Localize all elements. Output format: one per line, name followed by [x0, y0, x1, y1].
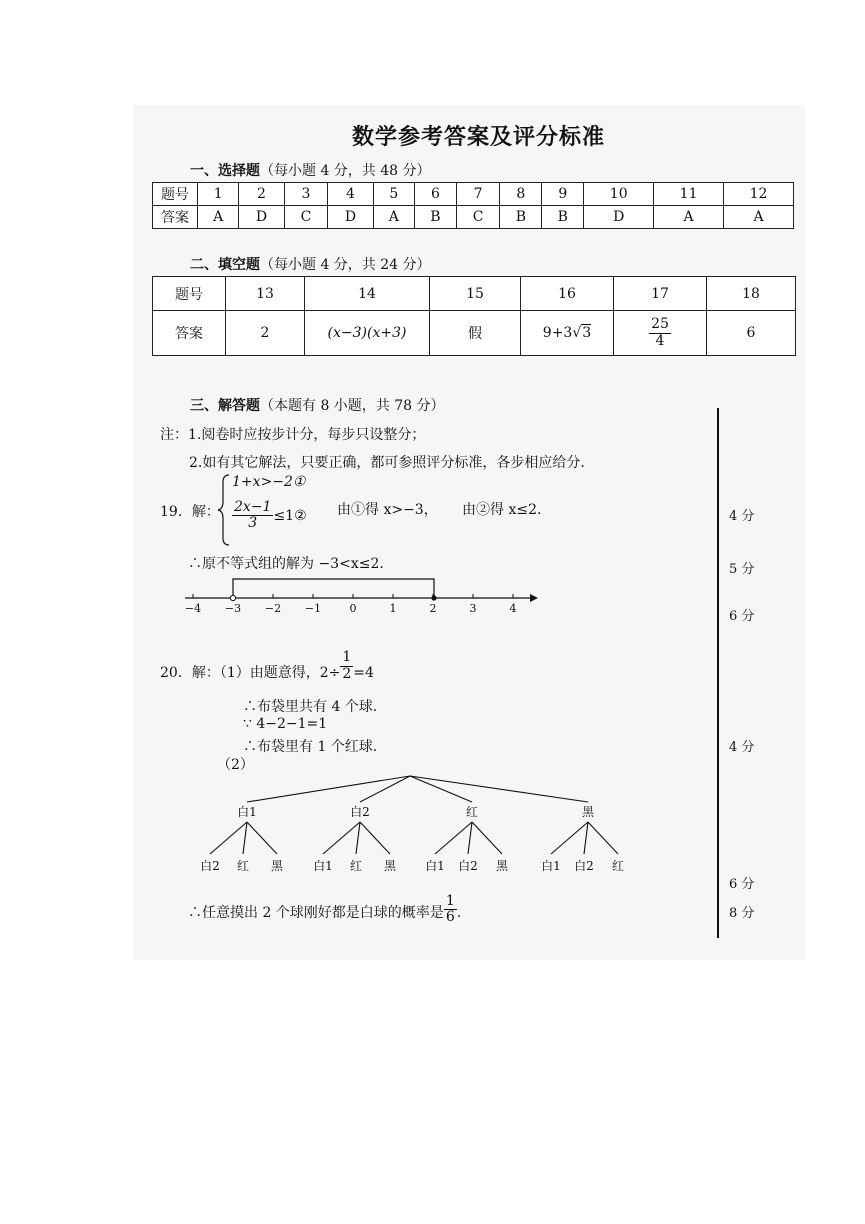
open-point — [230, 595, 235, 600]
section-2-heading — [190, 254, 431, 274]
question-number: 14 — [305, 277, 430, 311]
inequality-2-rest: ≤1② — [273, 507, 307, 524]
row-label-answer: 答案 — [153, 311, 226, 356]
tree-branch — [243, 822, 247, 854]
question-number: 3 — [284, 183, 328, 206]
answer-cell: A — [373, 206, 414, 229]
number-line — [180, 574, 540, 616]
problem-20-step-1: ∴布袋里共有 4 个球. — [243, 699, 378, 715]
question-number: 6 — [414, 183, 456, 206]
axis-tick-label: 1 — [389, 602, 397, 615]
problem-19-conclusion: ∴原不等式组的解为 −3<x≤2. — [188, 556, 384, 572]
score-19a: 4 分 — [729, 509, 755, 524]
sqrt-sign: √ — [572, 325, 582, 341]
answer-cell: D — [584, 206, 654, 229]
score-20c: 8 分 — [729, 906, 755, 921]
eq-part-a: 2÷ — [319, 665, 341, 681]
tree-branch — [551, 822, 588, 854]
row-label-answer: 答案 — [153, 206, 198, 229]
question-number: 9 — [542, 183, 584, 206]
problem-20-label: 20．解：（1）由题意得， — [160, 665, 320, 681]
fraction — [232, 500, 273, 532]
tree-node-second-draw: 白2 — [574, 859, 594, 873]
answer-cell: C — [456, 206, 500, 229]
inequality-1: 1+x>−2① — [232, 474, 306, 490]
section-2-note: （每小题 4 分，共 24 分） — [260, 257, 431, 273]
fraction-denominator: 2 — [342, 665, 352, 682]
answer-cell: D — [239, 206, 284, 229]
answer-18: 6 — [707, 311, 796, 356]
tree-node-second-draw: 红 — [611, 859, 625, 873]
row-label-number: 题号 — [153, 183, 198, 206]
fraction-denominator: 4 — [655, 332, 665, 349]
fraction-numerator: 1 — [445, 893, 455, 909]
arrow-icon — [530, 594, 538, 602]
fraction — [340, 650, 353, 682]
step-from-2: 由②得 x≤2. — [462, 502, 542, 518]
tree-branch — [468, 822, 472, 854]
question-number: 10 — [584, 183, 654, 206]
fraction-numerator: 1 — [342, 649, 352, 666]
step-from-1: 由①得 x>−3， — [337, 502, 438, 518]
tree-branch — [356, 822, 360, 854]
answer-13: 2 — [226, 311, 305, 356]
note-1: 注：1.阅卷时应按步计分，每步只设整分； — [160, 427, 426, 443]
tree-branch — [360, 822, 390, 854]
answer-17 — [614, 311, 707, 356]
tree-node-first-draw: 黑 — [581, 805, 595, 819]
tree-branch — [247, 822, 277, 854]
problem-20-step-2: ∵ 4−2−1=1 — [243, 716, 328, 732]
axis-tick-label: 4 — [509, 602, 517, 615]
question-number: 12 — [724, 183, 794, 206]
tree-node-second-draw: 黑 — [383, 859, 397, 873]
inequality-2 — [232, 500, 307, 532]
problem-20-conclusion: ∴任意摸出 2 个球刚好都是白球的概率是 — [188, 904, 444, 921]
problem-19-label: 19．解： — [160, 504, 220, 520]
score-column-divider — [717, 408, 719, 938]
score-20b: 6 分 — [729, 877, 755, 892]
tree-branch — [410, 776, 588, 802]
problem-20-conclusion-line — [188, 893, 462, 926]
answer-cell: B — [414, 206, 456, 229]
answer-16-term: 9+3 — [542, 325, 573, 341]
section-3-heading — [190, 395, 445, 415]
question-number: 16 — [521, 277, 614, 311]
answer-cell: C — [284, 206, 328, 229]
score-19b: 5 分 — [729, 562, 755, 577]
tree-node-second-draw: 白1 — [541, 859, 561, 873]
problem-20-step-3: ∴布袋里有 1 个红球. — [243, 739, 378, 755]
fraction — [649, 317, 671, 349]
axis-tick-label: −3 — [224, 602, 242, 615]
tree-node-first-draw: 白1 — [237, 805, 257, 819]
tree-node-first-draw: 白2 — [350, 805, 370, 819]
answer-15: 假 — [430, 311, 521, 356]
fraction-numerator: 25 — [651, 316, 669, 333]
tree-node-second-draw: 白2 — [458, 859, 478, 873]
answer-16 — [521, 311, 614, 356]
tree-branch — [410, 776, 472, 802]
tree-node-first-draw: 红 — [465, 805, 479, 819]
page-title: 数学参考答案及评分标准 — [352, 124, 606, 150]
section-2-title: 二、填空题 — [190, 257, 260, 273]
question-number: 2 — [239, 183, 284, 206]
question-number: 4 — [328, 183, 373, 206]
tree-branch — [323, 822, 360, 854]
axis-tick-label: 2 — [429, 602, 437, 615]
tree-branch — [435, 822, 472, 854]
axis-tick-label: −2 — [264, 602, 282, 615]
answer-cell: A — [654, 206, 724, 229]
tree-branch — [584, 822, 588, 854]
answer-cell: A — [724, 206, 794, 229]
note-2: 2.如有其它解法，只要正确，都可参照评分标准，各步相应给分. — [189, 455, 585, 471]
section-1-heading — [190, 160, 431, 180]
question-number: 17 — [614, 277, 707, 311]
score-20a: 4 分 — [729, 740, 755, 755]
fraction — [444, 894, 457, 926]
tree-node-second-draw: 白1 — [425, 859, 445, 873]
fill-answer-table — [152, 276, 796, 356]
tree-node-second-draw: 红 — [236, 859, 250, 873]
answer-cell: A — [198, 206, 239, 229]
axis-tick-label: −4 — [184, 602, 202, 615]
choice-answer-table — [152, 182, 794, 229]
question-number: 11 — [654, 183, 724, 206]
table-row — [153, 206, 794, 229]
axis-tick-label: −1 — [304, 602, 322, 615]
question-number: 5 — [373, 183, 414, 206]
table-row — [153, 311, 796, 356]
fraction-denominator: 3 — [248, 515, 258, 532]
tree-node-second-draw: 黑 — [270, 859, 284, 873]
problem-20-line — [160, 649, 374, 682]
answer-cell: D — [328, 206, 373, 229]
tree-node-second-draw: 白2 — [200, 859, 220, 873]
answer-cell: B — [500, 206, 542, 229]
tree-node-second-draw: 白1 — [313, 859, 333, 873]
fraction-denominator: 6 — [445, 909, 455, 926]
tree-branch — [210, 822, 247, 854]
answer-14: (x−3)(x+3) — [305, 311, 430, 356]
answer-16-radicand: 3 — [582, 325, 592, 341]
tree-diagram — [200, 776, 624, 873]
question-number: 7 — [456, 183, 500, 206]
probability-tree — [190, 772, 640, 880]
table-row — [153, 277, 796, 311]
eq-part-b: =4 — [353, 665, 374, 681]
fraction-numerator: 2x−1 — [234, 499, 272, 515]
period: . — [456, 904, 462, 921]
tree-node-second-draw: 黑 — [495, 859, 509, 873]
axis-tick-label: 3 — [469, 602, 477, 615]
question-number: 1 — [198, 183, 239, 206]
section-3-note: （本题有 8 小题，共 78 分） — [260, 398, 445, 414]
answer-cell: B — [542, 206, 584, 229]
problem-20-part-2: （2） — [217, 757, 254, 773]
section-1-note: （每小题 4 分，共 48 分） — [260, 163, 431, 179]
tree-branch — [588, 822, 618, 854]
tree-node-second-draw: 红 — [349, 859, 363, 873]
question-number: 8 — [500, 183, 542, 206]
question-number: 18 — [707, 277, 796, 311]
closed-point — [431, 595, 436, 600]
axis-tick-label: 0 — [349, 602, 357, 615]
table-row — [153, 183, 794, 206]
tree-branch — [472, 822, 502, 854]
brace-icon — [217, 474, 231, 546]
row-label-number: 题号 — [153, 277, 226, 311]
question-number: 13 — [226, 277, 305, 311]
question-number: 15 — [430, 277, 521, 311]
score-19c: 6 分 — [729, 609, 755, 624]
section-1-title: 一、选择题 — [190, 163, 260, 179]
solution-range-bracket — [233, 579, 434, 598]
section-3-title: 三、解答题 — [190, 398, 260, 414]
